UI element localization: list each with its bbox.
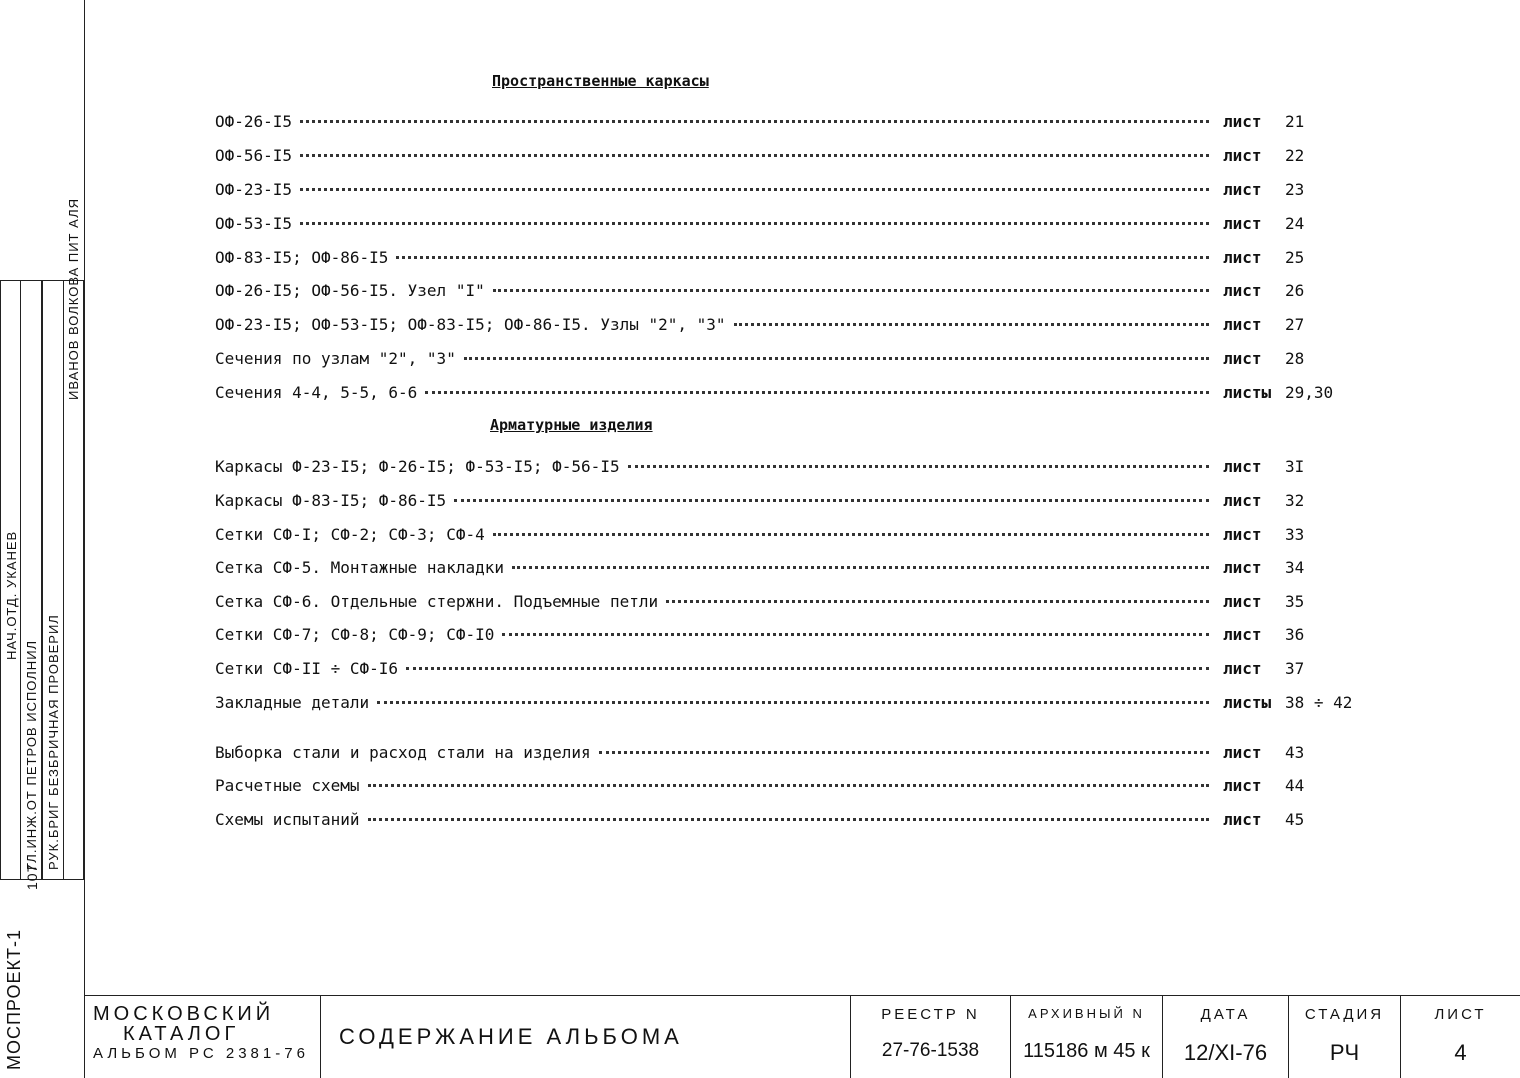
toc-row: ОФ-53-I5 лист 24 bbox=[215, 214, 1305, 233]
section-title-frames: Пространственные каркасы bbox=[492, 72, 709, 90]
doc-title-cell bbox=[320, 996, 850, 1078]
date-cell bbox=[1162, 996, 1288, 1078]
toc-row: ОФ-83-I5; ОФ-86-I5 лист 25 bbox=[215, 248, 1305, 267]
toc-row: Сечения по узлам "2", "3" лист 28 bbox=[215, 349, 1305, 368]
side-stamp bbox=[0, 0, 84, 1077]
toc-row: ОФ-26-I5 лист 21 bbox=[215, 112, 1305, 131]
toc-row: Сетка СФ-6. Отдельные стержни. Подъемные петли лист 35 bbox=[215, 592, 1305, 611]
archive-cell bbox=[1010, 996, 1162, 1078]
register-value: 27-76-1538 bbox=[881, 1040, 980, 1061]
toc-row: Расчетные схемы лист 44 bbox=[215, 776, 1305, 795]
side-stamp-org: МОСПРОЕКТ-1 bbox=[4, 928, 24, 1070]
title-block bbox=[84, 995, 1520, 1078]
sheet-label: ЛИСТ bbox=[1434, 1006, 1487, 1023]
doc-title: СОДЕРЖАНИЕ АЛЬБОМА bbox=[339, 1024, 683, 1049]
side-stamp-names: ИВАНОВ ВОЛКОВА ПИТ АЛЯ bbox=[66, 198, 81, 400]
catalog-text: МОСКОВСКИЙ КАТАЛОГ АЛЬБОМ РС 2381-76 bbox=[93, 1003, 309, 1062]
stage-value: РЧ bbox=[1329, 1040, 1360, 1065]
catalog-cell bbox=[84, 996, 320, 1078]
toc-row: Сечения 4-4, 5-5, 6-6 листы 29,30 bbox=[215, 383, 1334, 402]
toc-row: Сетка СФ-5. Монтажные накладки лист 34 bbox=[215, 558, 1305, 577]
toc-row: Схемы испытаний лист 45 bbox=[215, 810, 1305, 829]
side-stamp-num: 107 bbox=[24, 863, 40, 890]
stage-label: СТАДИЯ bbox=[1304, 1006, 1385, 1023]
stage-cell bbox=[1288, 996, 1400, 1078]
toc-row: Выборка стали и расход стали на изделия лист 43 bbox=[215, 743, 1305, 762]
toc-row: Закладные детали листы 38 ÷ 42 bbox=[215, 693, 1353, 712]
toc-row: Каркасы Ф-23-I5; Ф-26-I5; Ф-53-I5; Ф-56-I5 лист 3I bbox=[215, 457, 1305, 476]
toc-row: ОФ-23-I5; ОФ-53-I5; ОФ-83-I5; ОФ-86-I5. Узлы "2", "3" лист 27 bbox=[215, 315, 1305, 334]
toc-row: ОФ-26-I5; ОФ-56-I5. Узел "I" лист 26 bbox=[215, 281, 1305, 300]
frame-left-border bbox=[84, 0, 85, 1077]
section-title-reinforcement: Арматурные изделия bbox=[490, 416, 653, 434]
toc-row: Каркасы Ф-83-I5; Ф-86-I5 лист 32 bbox=[215, 491, 1305, 510]
toc-row: ОФ-56-I5 лист 22 bbox=[215, 146, 1305, 165]
sheet-cell bbox=[1400, 996, 1520, 1078]
side-stamp-roles-1: ГЛ.ИНЖ.ОТ ПЕТРОВ ИСПОЛНИЛ bbox=[24, 639, 39, 870]
toc-row: Сетки СФ-II ÷ СФ-I6 лист 37 bbox=[215, 659, 1305, 678]
side-stamp-roles-2: РУК.БРИГ БЕЗБРИЧНАЯ ПРОВЕРИЛ bbox=[46, 614, 61, 870]
register-label: РЕЕСТР N bbox=[881, 1006, 980, 1023]
toc-row: ОФ-23-I5 лист 23 bbox=[215, 180, 1305, 199]
toc-row: Сетки СФ-I; СФ-2; СФ-3; СФ-4 лист 33 bbox=[215, 525, 1305, 544]
date-label: ДАТА bbox=[1200, 1006, 1251, 1023]
side-stamp-roles: НАЧ.ОТД. УКАНЕВ bbox=[4, 530, 19, 660]
archive-label: АРХИВНЫЙ N bbox=[1028, 1006, 1145, 1021]
date-value: 12/XI-76 bbox=[1183, 1040, 1268, 1065]
archive-value: 115186 м 45 к bbox=[1023, 1040, 1150, 1062]
sheet-value: 4 bbox=[1454, 1040, 1467, 1065]
register-cell bbox=[850, 996, 1010, 1078]
toc-row: Сетки СФ-7; СФ-8; СФ-9; СФ-I0 лист 36 bbox=[215, 625, 1305, 644]
